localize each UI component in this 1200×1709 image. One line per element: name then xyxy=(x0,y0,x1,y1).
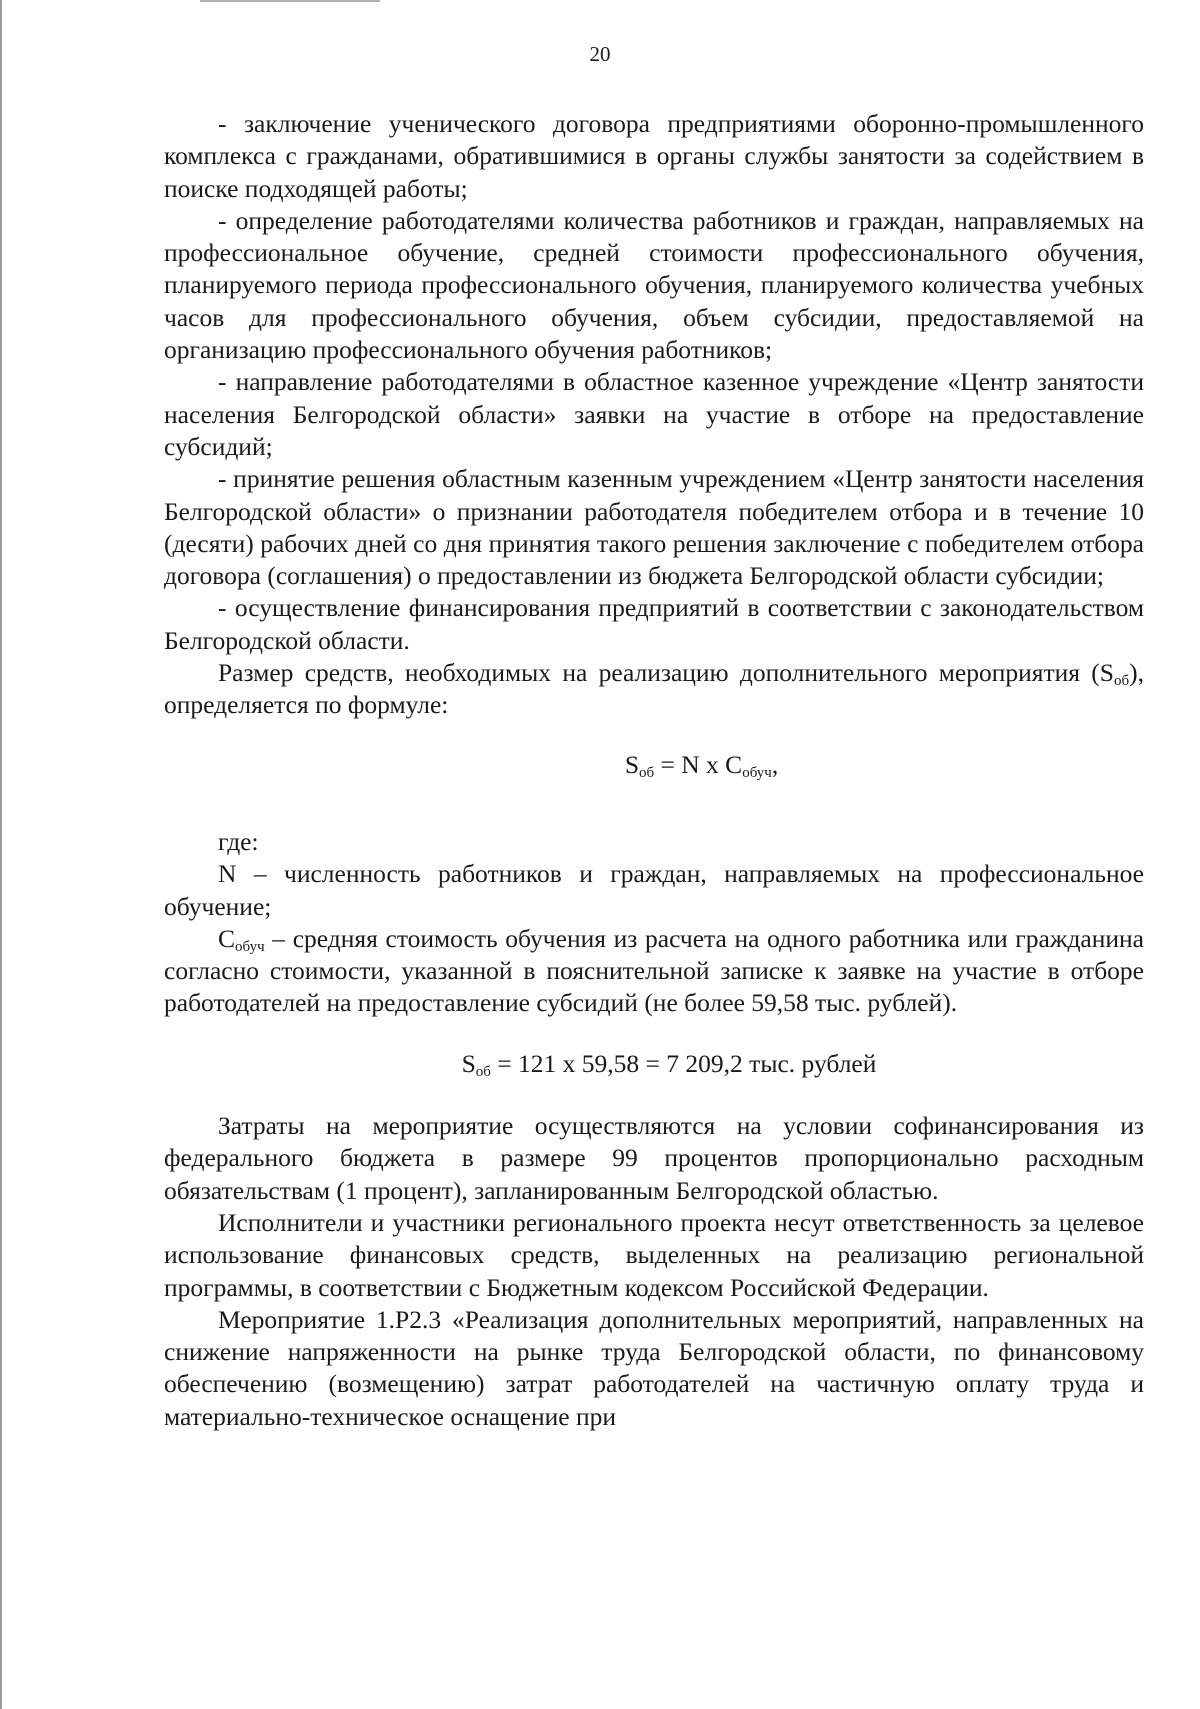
paragraph-size-of-funds xyxy=(164,657,1144,722)
formula-cost xyxy=(164,749,1144,781)
formula1-lhs-sub: об xyxy=(639,764,655,781)
def-c-text: – средняя стоимость обучения из расчета на одного работника или гражданина согласно стоимости, указанной в пояснительной записке к заявке на участие в отборе работодателей на предоставление субсидий (не более 59,58 тыс. рублей). xyxy=(164,923,1144,1018)
definition-c xyxy=(164,923,1144,1020)
formula2-lhs-sub: об xyxy=(475,1063,491,1080)
paragraph-bullet-2: - определение работодателями количества работников и граждан, направляемых на профессиональное обучение, средней стоимости профессионального обучения, планируемого периода профессионального обучения, планируемого количества учебных часов для профессионального обучения, объем субсидии, предоставляемой на организацию профессионального обучения работников; xyxy=(164,205,1144,365)
page-number: 20 xyxy=(589,42,611,66)
size-para-sub: об xyxy=(1113,673,1130,690)
paragraph-cofinancing: Затраты на мероприятие осуществляются на условии софинансирования из федерального бюджета в размере 99 процентов пропорционально расходным обязательствам (1 процент), запланированным Белгородской областью. xyxy=(164,1111,1144,1205)
scan-edge-left xyxy=(0,0,2,1709)
paragraph-measure-1p23: Мероприятие 1.P2.3 «Реализация дополнительных мероприятий, направленных на снижение напряженности на рынке труда Белгородской области, по финансовому обеспечению (возмещению) затрат работодателей на частичную оплату труда и материально-техническое оснащение при xyxy=(164,1304,1144,1431)
formula1-rhs-sub: обуч xyxy=(742,764,772,781)
size-para-suffix: ), определяется по формуле: xyxy=(164,658,1144,720)
paragraph-bullet-1: - заключение ученического договора предприятиями оборонно-промышленного комплекса с гражданами, обратившимися в органы службы занятости за содействием в поиске подходящей работы; xyxy=(164,109,1144,203)
size-para-prefix: Размер средств, необходимых на реализацию дополнительного мероприятия (S xyxy=(218,658,1114,688)
definition-n: N – численность работников и граждан, направляемых на профессиональное обучение; xyxy=(164,859,1144,921)
def-c-prefix: C xyxy=(218,923,236,953)
paragraph-bullet-5: - осуществление финансирования предприятий в соответствии с законодательством Белгородской области. xyxy=(164,593,1144,655)
formula2-lhs: S xyxy=(461,1048,476,1078)
formula1-tail: , xyxy=(771,749,779,779)
paragraph-bullet-4: - принятие решения областным казенным учреждением «Центр занятости населения Белгородской области» о признании работодателя победителем отбора и в течение 10 (десяти) рабочих дней со дня принятия такого решения заключение с победителем отбора договора (соглашения) о предоставлении из бюджета Белгородской области субсидии; xyxy=(164,464,1144,591)
def-c-sub: обуч xyxy=(235,938,265,955)
scan-edge-top xyxy=(200,0,380,2)
paragraph-bullet-3: - направление работодателями в областное казенное учреждение «Центр занятости населения Белгородской области» заявки на участие в отборе на предоставление субсидий; xyxy=(164,367,1144,461)
formula1-lhs: S xyxy=(624,749,639,779)
formula-calculation xyxy=(164,1048,1144,1080)
paragraph-responsibility: Исполнители и участники регионального проекта несут ответственность за целевое использование финансовых средств, выделенных на реализацию региональной программы, в соответствии с Бюджетным кодексом Российской Федерации. xyxy=(164,1207,1144,1302)
document-body xyxy=(164,108,1144,1433)
formula1-middle: = N x C xyxy=(654,749,743,779)
where-label: где: xyxy=(218,826,259,856)
formula2-rest: = 121 x 59,58 = 7 209,2 тыс. рублей xyxy=(490,1048,877,1078)
